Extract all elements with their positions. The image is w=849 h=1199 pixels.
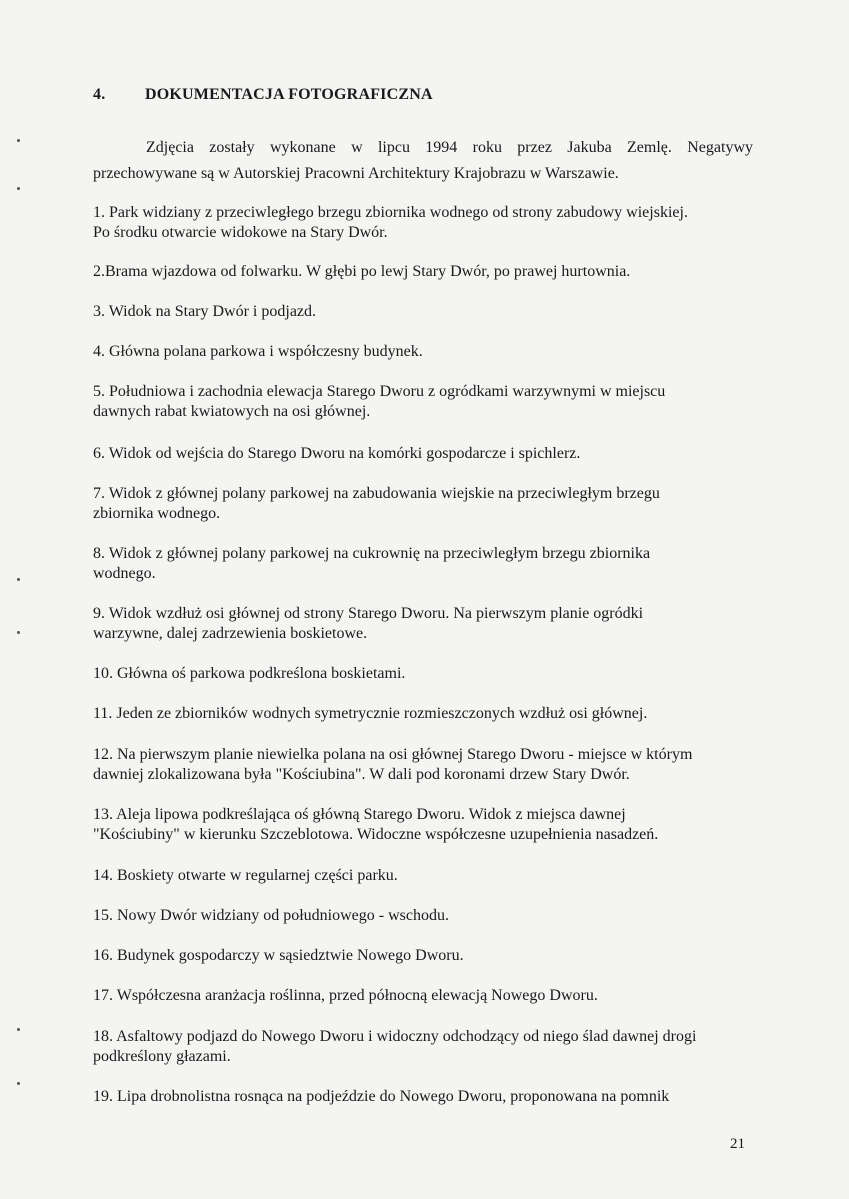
scan-speck [17, 578, 20, 581]
photo-caption-9 [93, 604, 773, 644]
photo-caption-4 [93, 342, 773, 362]
photo-caption-11 [93, 704, 773, 724]
caption-line: warzywne, dalej zadrzewienia boskietowe. [93, 625, 368, 642]
photo-caption-1 [93, 203, 773, 243]
caption-line: dawniej zlokalizowana była "Kościubina". W dali pod koronami drzew Stary Dwór. [93, 766, 630, 783]
section-number: 4. [93, 86, 106, 103]
photo-caption-12 [93, 745, 773, 785]
caption-line: 11. Jeden ze zbiorników wodnych symetrycznie rozmieszczonych wzdłuż osi głównej. [93, 705, 648, 722]
caption-line: podkreślony głazami. [93, 1048, 231, 1065]
photo-caption-15 [93, 906, 773, 926]
scan-speck [17, 1082, 20, 1085]
photo-caption-6 [93, 444, 773, 464]
photo-caption-2 [93, 262, 773, 282]
caption-line: wodnego. [93, 565, 156, 582]
intro-line-2: przechowywane są w Autorskiej Pracowni Architektury Krajobrazu w Warszawie. [93, 165, 619, 182]
photo-caption-10 [93, 664, 773, 684]
scan-speck [17, 139, 20, 142]
caption-line: Po środku otwarcie widokowe na Stary Dwór. [93, 224, 388, 241]
caption-line: 9. Widok wzdłuż osi głównej od strony Starego Dworu. Na pierwszym planie ogródki [93, 605, 644, 622]
photo-caption-17 [93, 986, 773, 1006]
scan-speck [17, 1028, 20, 1031]
caption-line: 15. Nowy Dwór widziany od południowego - wschodu. [93, 907, 449, 924]
caption-line: 7. Widok z głównej polany parkowej na zabudowania wiejskie na przeciwległym brzegu [93, 485, 660, 502]
caption-line: 8. Widok z głównej polany parkowej na cukrownię na przeciwległym brzegu zbiornika [93, 545, 651, 562]
caption-line: 2.Brama wjazdowa od folwarku. W głębi po lewj Stary Dwór, po prawej hurtownia. [93, 263, 631, 280]
caption-line: 12. Na pierwszym planie niewielka polana na osi głównej Starego Dworu - miejsce w którym [93, 746, 693, 763]
caption-line: 1. Park widziany z przeciwległego brzegu zbiornika wodnego od strony zabudowy wiejskiej. [93, 204, 688, 221]
photo-caption-14 [93, 866, 773, 886]
photo-caption-8 [93, 544, 773, 584]
page-number: 21 [730, 1136, 745, 1152]
caption-line: 14. Boskiety otwarte w regularnej części parku. [93, 867, 398, 884]
caption-line: 17. Współczesna aranżacja roślinna, przed północną elewacją Nowego Dworu. [93, 987, 598, 1004]
caption-line: zbiornika wodnego. [93, 505, 221, 522]
caption-line: 16. Budynek gospodarczy w sąsiedztwie Nowego Dworu. [93, 947, 464, 964]
caption-line: dawnych rabat kwiatowych na osi głównej. [93, 403, 371, 420]
section-heading [93, 86, 433, 104]
intro-line-1: Zdjęcia zostały wykonane w lipcu 1994 roku przez Jakuba Zemlę. Negatywy [146, 139, 753, 156]
caption-line: 4. Główna polana parkowa i współczesny budynek. [93, 343, 423, 360]
photo-caption-7 [93, 484, 773, 524]
caption-line: 3. Widok na Stary Dwór i podjazd. [93, 303, 317, 320]
scan-speck [17, 631, 20, 634]
caption-line: "Kościubiny" w kierunku Szczeblotowa. Widoczne współczesne uzupełnienia nasadzeń. [93, 826, 659, 843]
photo-caption-3 [93, 302, 773, 322]
section-title: DOKUMENTACJA FOTOGRAFICZNA [145, 86, 433, 103]
intro-paragraph [93, 135, 753, 187]
photo-caption-18 [93, 1027, 773, 1067]
scan-speck [17, 187, 20, 190]
caption-line: 13. Aleja lipowa podkreślająca oś główną Starego Dworu. Widok z miejsca dawnej [93, 806, 626, 823]
caption-line: 10. Główna oś parkowa podkreślona boskietami. [93, 665, 406, 682]
caption-line: 18. Asfaltowy podjazd do Nowego Dworu i widoczny odchodzący od niego ślad dawnej drogi [93, 1028, 697, 1045]
caption-line: 6. Widok od wejścia do Starego Dworu na komórki gospodarcze i spichlerz. [93, 445, 581, 462]
caption-line: 19. Lipa drobnolistna rosnąca na podjeździe do Nowego Dworu, proponowana na pomnik [93, 1088, 670, 1105]
photo-caption-19 [93, 1087, 773, 1107]
photo-caption-5 [93, 382, 773, 422]
photo-caption-16 [93, 946, 773, 966]
photo-caption-13 [93, 805, 773, 845]
caption-line: 5. Południowa i zachodnia elewacja Starego Dworu z ogródkami warzywnymi w miejscu [93, 383, 666, 400]
